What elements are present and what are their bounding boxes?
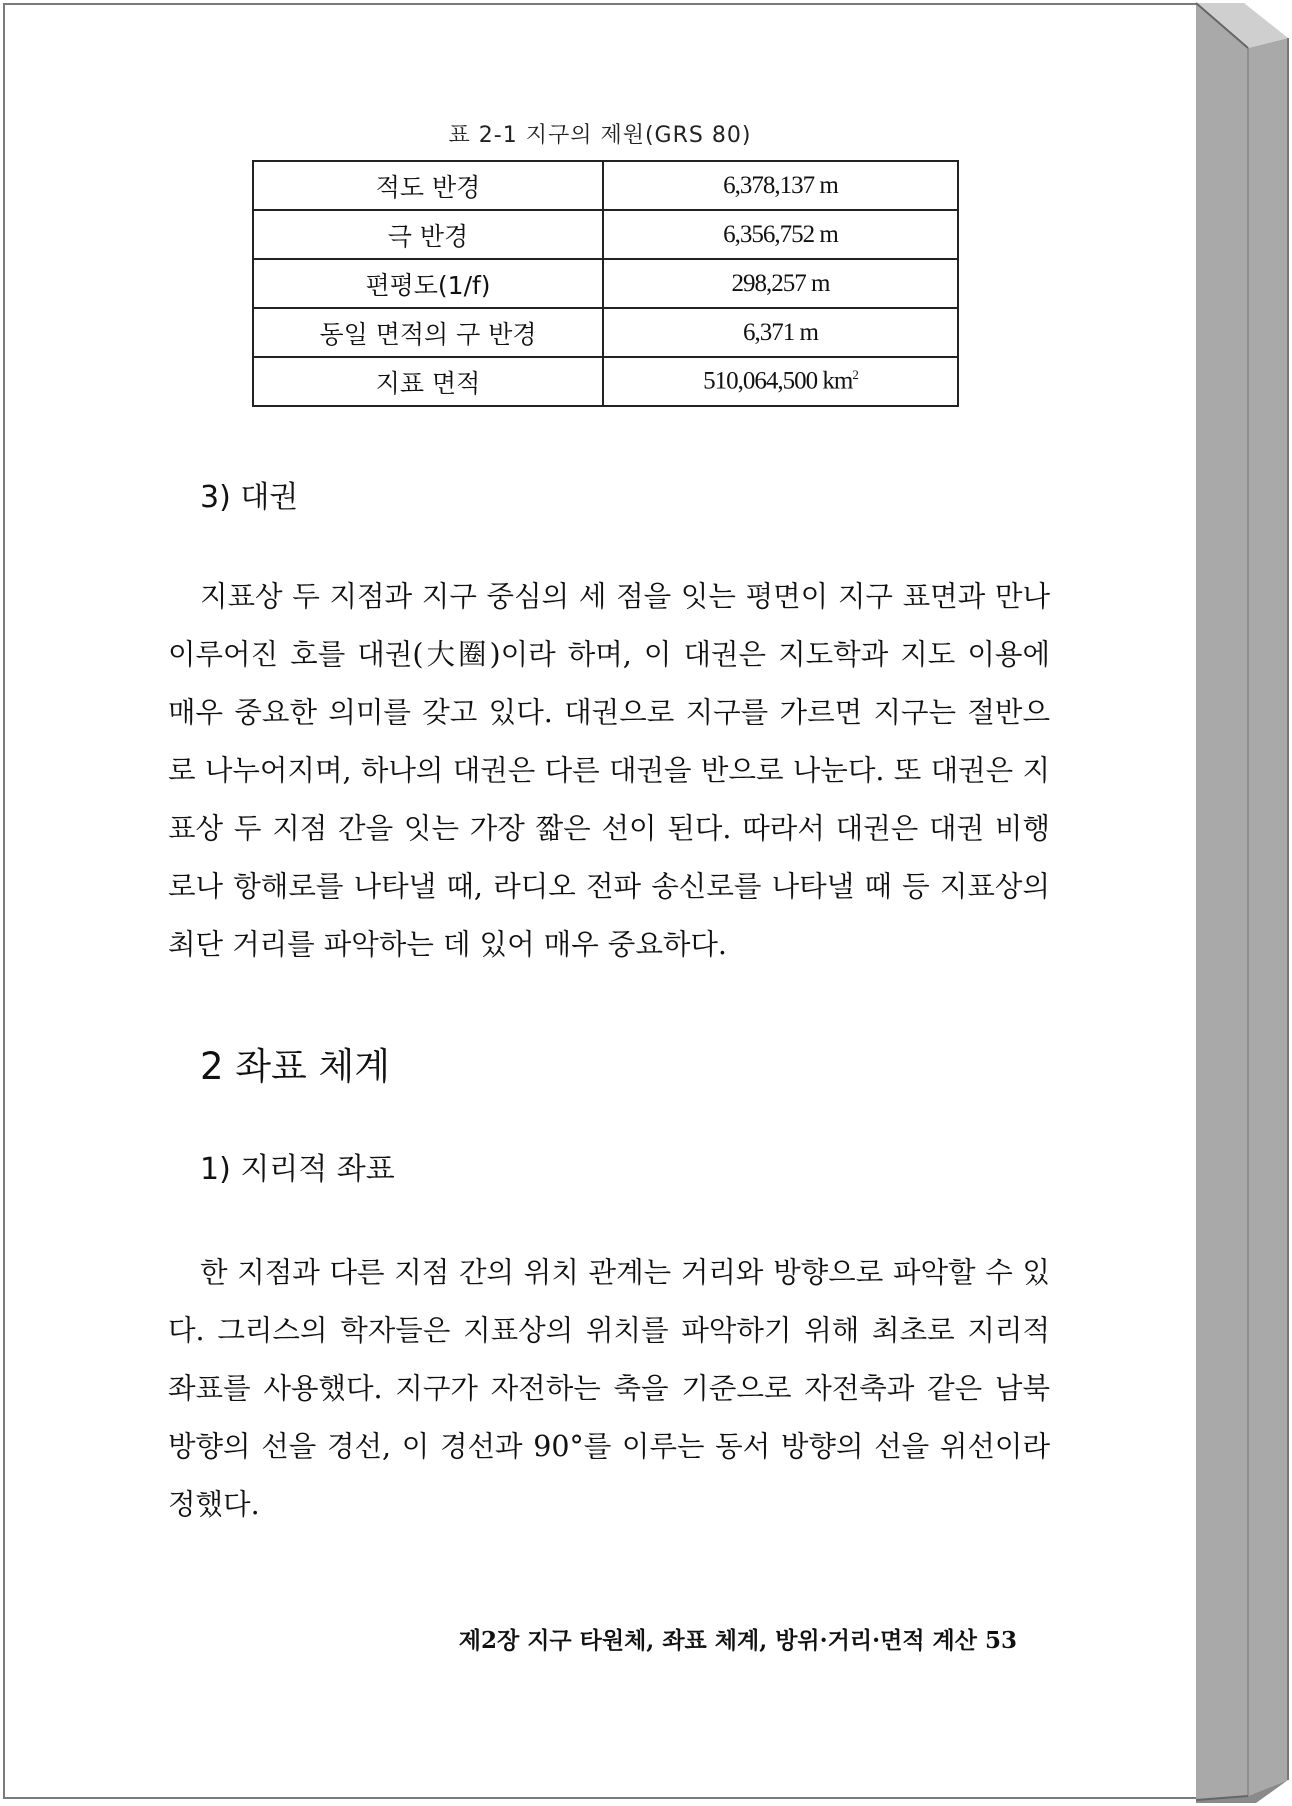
page-footer: 제2장 지구 타원체, 좌표 체계, 방위·거리·면적 계산 53 (458, 1627, 1017, 1654)
table-cell-value: 6,371 m (603, 308, 958, 357)
table-cell-value: 6,378,137 m (603, 161, 958, 210)
table-cell-label: 편평도(1/f) (253, 259, 603, 308)
table-cell-label: 극 반경 (253, 210, 603, 259)
area-unit-exponent: 2 (852, 367, 858, 383)
page-edge-3d (1196, 0, 1292, 1806)
table-cell-label: 지표 면적 (253, 357, 603, 406)
table-cell-value: 298,257 m (603, 259, 958, 308)
area-value: 510,064,500 km (703, 367, 853, 395)
paragraph-geographic-coordinates: 한 지점과 다른 지점 간의 위치 관계는 거리와 방향으로 파악할 수 있다. 그리스의 학자들은 지표상의 위치를 파악하기 위해 최초로 지리적 좌표를 사용했다. 지구가 자전하는 축을 기준으로 자전축과 같은 남북 방향의 선을 경선, 이 경선과 90°를 이루는 동서 방향의 선을 위선이라 정했다. (168, 1256, 1050, 1521)
table-row (253, 357, 958, 406)
table-cell-label: 적도 반경 (253, 161, 603, 210)
table-row (253, 259, 958, 308)
table-caption: 표 2-1 지구의 제원(GRS 80) (448, 123, 752, 148)
earth-spec-table (252, 160, 959, 407)
table-row (253, 161, 958, 210)
paragraph-great-circle: 지표상 두 지점과 지구 중심의 세 점을 잇는 평면이 지구 표면과 만나 이루어진 호를 대권(大圈)이라 하며, 이 대권은 지도학과 지도 이용에 매우 중요한 의미를 갖고 있다. 대권으로 지구를 가르면 지구는 절반으로 나누어지며, 하나의 대권은 다른 대권을 반으로 나눈다. 또 대권은 지표상 두 지점 간을 잇는 가장 짧은 선이 된다. 따라서 대권은 대권 비행로나 항해로를 나타낼 때, 라디오 전파 송신로를 나타낼 때 등 지표상의 최단 거리를 파악하는 데 있어 매우 중요하다. (168, 580, 1050, 961)
subsection-heading-geographic-coordinates: 1) 지리적 좌표 (200, 1152, 395, 1187)
table-row (253, 308, 958, 357)
chapter-section-heading: 2 좌표 체계 (200, 1045, 391, 1088)
table-cell-value (603, 357, 958, 406)
table-row (253, 210, 958, 259)
section-heading-great-circle: 3) 대권 (200, 480, 299, 515)
table-cell-label: 동일 면적의 구 반경 (253, 308, 603, 357)
table-cell-value: 6,356,752 m (603, 210, 958, 259)
